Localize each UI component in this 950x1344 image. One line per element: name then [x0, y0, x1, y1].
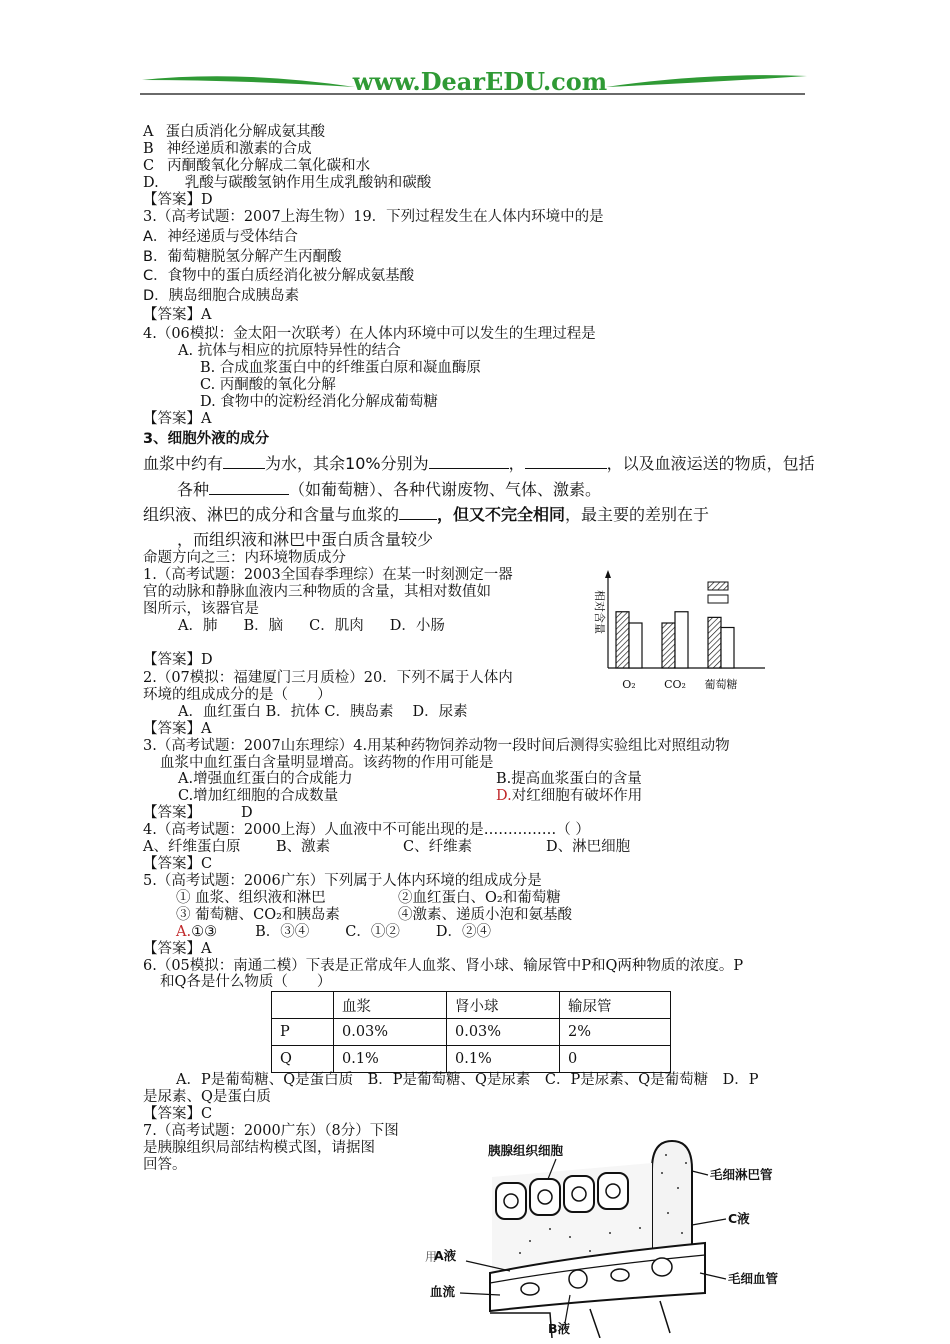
prev-option-d: D. 乳酸与碳酸氢钠作用生成乳酸钠和碳酸 [143, 175, 432, 191]
y-axis-label: 相对含量 [593, 590, 606, 634]
table-row [272, 1019, 671, 1046]
q4-option-a: A. 抗体与相应的抗原特异性的结合 [178, 343, 401, 359]
table-header-cell: 肾小球 [447, 992, 560, 1019]
bar-artery-2 [708, 617, 721, 668]
e6-options-line-1: A．P是葡萄糖、Q是蛋白质 B．P是葡萄糖、Q是尿素 C．P是尿素、Q是葡萄糖 D．P [176, 1072, 759, 1088]
e4-option-d: D、淋巴细胞 [546, 839, 631, 855]
direction-heading: 命题方向之三：内环境物质成分 [143, 550, 346, 566]
e5-item-3: ③ 葡萄糖、CO₂和胰岛素 [176, 907, 340, 923]
e3-stem-line-2: 血浆中血红蛋白含量明显增高。该药物的作用可能是 [160, 755, 494, 771]
label-c-fluid: C液 [728, 1211, 750, 1226]
e7-stem-line-3: 回答。 [143, 1157, 187, 1173]
prev-answer: 【答案】D [143, 192, 213, 208]
q3-stem: 3.（高考试题：2007上海生物）19．下列过程发生在人体内环境中的是 [143, 209, 604, 225]
e6-options-line-2: 是尿素、Q是蛋白质 [143, 1089, 271, 1105]
e6-stem-line-2: 和Q各是什么物质（ ） [160, 974, 332, 990]
e3-option-c: C.增加红细胞的合成数量 [178, 788, 339, 804]
e4-answer: 【答案】C [143, 856, 213, 872]
label-b-fluid: B液 [548, 1321, 571, 1336]
bar-vein-1 [675, 612, 688, 668]
bar-vein-0 [629, 623, 642, 668]
q3-option-c: C．食物中的蛋白质经消化被分解成氨基酸 [143, 268, 415, 284]
concentration-table [271, 991, 671, 1073]
label-blood-flow: 血流 [430, 1284, 456, 1299]
e5-item-1: ① 血浆、组织液和淋巴 [176, 890, 326, 906]
q3-option-d: D．胰岛细胞合成胰岛素 [143, 288, 300, 304]
cell-nucleus [538, 1190, 552, 1204]
e6-answer: 【答案】C [143, 1106, 213, 1122]
label-pancreas-cell: 胰腺组织细胞 [488, 1143, 564, 1158]
table-cell: Q [272, 1046, 334, 1073]
x-tick-label: CO₂ [664, 678, 686, 691]
table-cell: 0.03% [334, 1019, 447, 1046]
e7-stem-line-1: 7.（高考试题：2000广东）（8分）下图 [143, 1123, 399, 1139]
label-lymph-capillary: 毛细淋巴管 [710, 1167, 773, 1182]
table-header-cell [272, 992, 334, 1019]
e6-stem-line-1: 6.（05模拟：南通二模）下表是正常成年人血浆、肾小球、输尿管中P和Q两种物质的浓度。P [143, 958, 744, 974]
logo-swoosh-right [606, 75, 807, 87]
e1-stem-line-3: 图所示，该器官是 [143, 601, 259, 617]
x-tick-label: 葡萄糖 [704, 678, 738, 691]
bar-chart-figure [590, 570, 790, 695]
table-cell: 0.1% [447, 1046, 560, 1073]
e5-options: A.①③ B．③④ C．①② D．②④ [176, 924, 491, 940]
e3-option-a: A.增强血红蛋白的合成能力 [178, 771, 353, 787]
section-title: 3、细胞外液的成分 [143, 431, 270, 447]
table-header-row [272, 992, 671, 1019]
e1-stem-line-1: 1.（高考试题：2003全国春季理综）在某一时刻测定一器 [143, 567, 513, 583]
q3-option-b: B．葡萄糖脱氢分解产生丙酮酸 [143, 249, 342, 265]
e1-options: A．肺 B．脑 C．肌肉 D．小肠 [178, 618, 445, 634]
e4-option-a: A、纤维蛋白原 [143, 839, 241, 855]
cell-nucleus [572, 1187, 586, 1201]
legend-swatch-vein [708, 595, 728, 603]
q4-answer: 【答案】A [143, 411, 212, 427]
pancreas-tissue-figure [430, 1133, 810, 1338]
q4-stem: 4.（06模拟：金太阳一次联考）在人体内环境中可以发生的生理过程是 [143, 326, 596, 342]
bar-artery-1 [662, 623, 675, 668]
table-cell: 0.03% [447, 1019, 560, 1046]
legend-swatch-artery [708, 582, 728, 590]
section-paragraph-4: ，而组织液和淋巴中蛋白质含量较少 [177, 530, 434, 549]
e5-item-4: ④激素、递质小泡和氨基酸 [398, 907, 572, 923]
blood-cell [611, 1269, 629, 1281]
cell-nucleus [504, 1194, 518, 1208]
e1-answer: 【答案】D [143, 652, 213, 668]
prev-option-c: C 丙酮酸氧化分解成二氧化碳和水 [143, 158, 371, 174]
e2-stem-line-2: 环境的组成成分的是（ ） [143, 687, 332, 703]
e3-option-d: D.对红细胞有破坏作用 [496, 788, 643, 804]
table-cell: P [272, 1019, 334, 1046]
prev-option-b: B 神经递质和激素的合成 [143, 141, 312, 157]
blood-cell [652, 1258, 672, 1276]
e3-answer: 【答案】 D [143, 805, 253, 821]
e7-stem-line-2: 是胰腺组织局部结构模式图，请据图 [143, 1140, 375, 1156]
logo-text: www.DearEDU.com [352, 67, 608, 96]
bar-vein-2 [721, 628, 734, 669]
table-row [272, 1046, 671, 1073]
q4-option-d: D. 食物中的淀粉经消化分解成葡萄糖 [200, 394, 438, 410]
y-axis-arrow [605, 570, 611, 578]
e5-item-2: ②血红蛋白、O₂和葡萄糖 [398, 890, 561, 906]
e4-option-b: B、激素 [276, 839, 331, 855]
table-cell: 0.1% [334, 1046, 447, 1073]
section-paragraph-1: 血浆中约有 为水，其余10%分别为 ， ，以及血液运送的物质，包括 [143, 454, 815, 473]
q3-answer: 【答案】A [143, 307, 212, 323]
section-paragraph-3: 组织液、淋巴的成分和含量与血浆的 ，但又不完全相同，最主要的差别在于 [143, 505, 710, 524]
e5-stem: 5.（高考试题：2006广东）下列属于人体内环境的组成成分是 [143, 873, 542, 889]
cell-nucleus [606, 1184, 620, 1198]
bar-artery-0 [616, 612, 629, 668]
e7-stray-char: 用 [425, 1250, 438, 1264]
e2-stem-line-1: 2.（07模拟：福建厦门三月质检）20．下列不属于人体内 [143, 670, 513, 686]
q4-option-b: B. 合成血浆蛋白中的纤维蛋白原和凝血酶原 [200, 360, 481, 376]
logo-swoosh-left [142, 76, 355, 87]
header-logo [140, 66, 810, 102]
e2-options: A．血红蛋白 B．抗体 C．胰岛素 D．尿素 [178, 704, 468, 720]
label-a-fluid: A液 [434, 1248, 457, 1263]
prev-option-a: A 蛋白质消化分解成氨其酸 [143, 124, 325, 140]
section-paragraph-2: 各种 （如葡萄糖）、各种代谢废物、气体、激素。 [177, 480, 602, 499]
e4-stem: 4.（高考试题：2000上海）人血液中不可能出现的是……………（ ） [143, 822, 590, 838]
table-cell: 2% [560, 1019, 671, 1046]
x-tick-label: O₂ [622, 678, 636, 691]
e3-option-b: B.提高血浆蛋白的含量 [496, 771, 642, 787]
q4-option-c: C. 丙酮酸的氧化分解 [200, 377, 336, 393]
e1-stem-line-2: 官的动脉和静脉血液内三种物质的含量，其相对数值如 [143, 584, 491, 600]
e2-answer: 【答案】A [143, 721, 212, 737]
table-header-cell: 血浆 [334, 992, 447, 1019]
label-blood-capillary: 毛细血管 [728, 1271, 779, 1286]
blood-cell [521, 1283, 539, 1295]
table-header-cell: 输尿管 [560, 992, 671, 1019]
q3-option-a: A．神经递质与受体结合 [143, 229, 298, 245]
e5-answer: 【答案】A [143, 941, 212, 957]
e4-option-c: C、纤维素 [403, 839, 473, 855]
e3-stem-line-1: 3.（高考试题：2007山东理综）4.用某种药物饲养动物一段时间后测得实验组比对照组动物 [143, 738, 730, 754]
blood-cell [569, 1270, 587, 1288]
table-cell: 0 [560, 1046, 671, 1073]
